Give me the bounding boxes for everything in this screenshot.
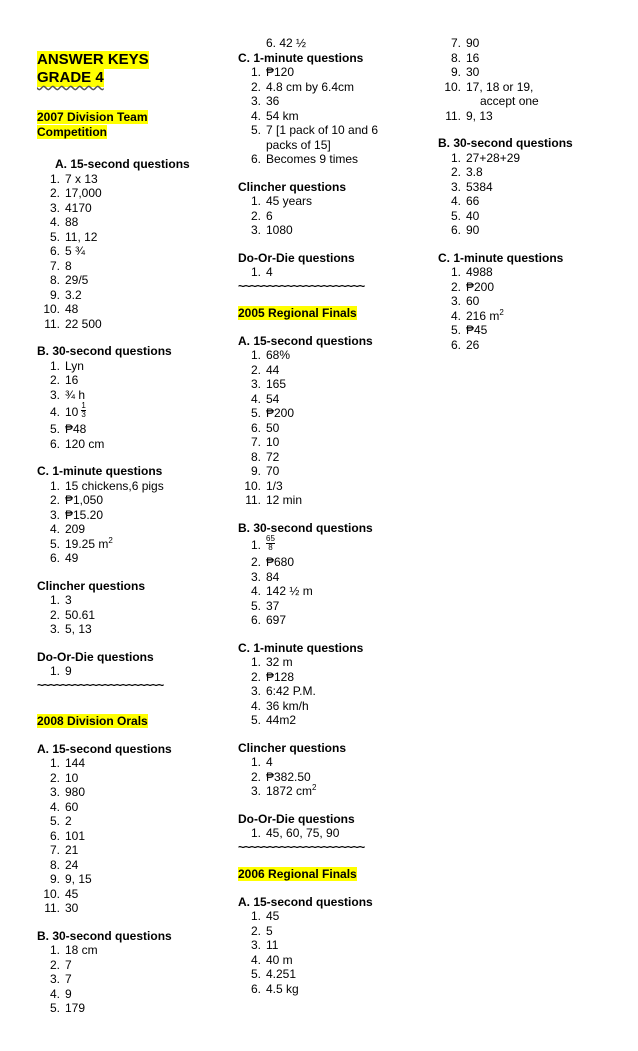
list-item: 1. $\frac{65}{8}$	[238, 535, 428, 555]
list-2007-clincher	[37, 593, 217, 637]
heading-c-1-minute: C. 1-minute questions	[438, 250, 564, 265]
list-item: 4. 66	[450, 194, 480, 208]
list-item: 1. 18 cm	[49, 943, 98, 957]
list-item: 1. 4988	[450, 265, 493, 279]
list-item: 11. 30	[44, 901, 79, 915]
list-item: 3. 11	[250, 938, 279, 952]
heading-a-15-second: A. 15-second questions	[238, 333, 373, 348]
list-item: 1. 4	[250, 755, 273, 769]
heading-do-or-die: Do-Or-Die questions	[238, 811, 355, 826]
list-item: 2. ₱680	[250, 555, 295, 569]
list-item: 3. 5, 13	[49, 622, 92, 636]
list-item: 3. 60	[450, 294, 480, 308]
list-item: 8. 24	[49, 857, 79, 872]
list-item: 7. 90	[450, 36, 480, 50]
list-item: 10. 1/3	[244, 478, 283, 493]
list-item: 4. 216 $m^2$	[450, 307, 504, 323]
section-2008-division-orals: 2008 Division Orals	[37, 713, 148, 728]
list-item: 1. 15 chickens,6 pigs	[49, 478, 164, 493]
heading-clincher: Clincher questions	[238, 179, 347, 194]
list-item: 2. ₱1,050	[49, 493, 104, 507]
list-item: 2. 17,000	[49, 186, 102, 200]
list-item: 11. 9, 13	[445, 108, 493, 123]
list-item: 11. 12 min	[245, 493, 303, 507]
list-item: 6. 120 cm	[49, 436, 105, 451]
heading-b-30-second: B. 30-second questions	[238, 520, 373, 535]
list-item: 5. ₱45	[450, 323, 488, 337]
list-item: accept one	[480, 94, 539, 108]
list-item: 9. 3.2	[49, 287, 82, 302]
list-item: 9. 9, 15	[49, 872, 92, 886]
list-item: 6. 4.5 kg	[250, 981, 299, 996]
list-item: 6. 5 ¾	[49, 244, 86, 258]
list-item: 3. 6:42 P.M.	[250, 684, 316, 698]
list-2007-c	[37, 479, 217, 566]
list-item: 2. 5	[250, 923, 273, 938]
list-item: 5. ₱48	[49, 422, 87, 436]
list-2007-a	[37, 172, 217, 332]
list-item: 1. 3	[49, 593, 72, 607]
list-item: 3. 1080	[250, 223, 293, 237]
divider: ~~~~~~~~~~~~~~~~~~~~~	[238, 278, 365, 293]
list-2007-c-cont	[238, 65, 428, 167]
list-item: packs of 15]	[266, 137, 331, 152]
heading-b-30-second: B. 30-second questions	[37, 344, 172, 358]
list-item: 1. 4	[250, 265, 273, 279]
list-item: 5. 7 [1 pack of 10 and 6	[250, 123, 379, 137]
list-item: 1. 27+28+29	[450, 150, 521, 165]
heading-do-or-die: Do-Or-Die questions	[37, 649, 154, 664]
list-item: 3. 4170	[49, 200, 92, 215]
list-item: 3. 980	[49, 785, 86, 799]
list-item: 3. 84	[250, 569, 280, 584]
list-item: 1. 9	[49, 664, 72, 678]
list-item: 2. ₱200	[450, 279, 495, 294]
heading-a-15-second: A. 15-second questions	[238, 894, 373, 909]
heading-b-30-second: B. 30-second questions	[438, 136, 573, 150]
heading-do-or-die: Do-Or-Die questions	[238, 250, 355, 265]
list-item: 6. 90	[450, 223, 480, 237]
list-item: 3. 165	[250, 377, 287, 391]
list-item: 4. 142 ½ m	[250, 584, 313, 598]
list-item: 11. 22 500	[44, 316, 102, 331]
list-item: 10. 48	[43, 302, 79, 316]
list-item: 3. 1872 $cm^2$	[250, 783, 317, 798]
section-2007-division-team: 2007 Division Team Competition	[37, 110, 148, 139]
list-item: 6. 49	[49, 551, 79, 565]
heading-a-15-second: A. 15-second questions	[55, 157, 190, 171]
list-item: 2. 4.8 cm by 6.4cm	[250, 79, 355, 94]
list-2005-b	[238, 535, 428, 628]
list-item: 4. 36 km/h	[250, 698, 309, 713]
list-2008-b	[37, 943, 217, 1016]
list-item: 5. 40	[450, 208, 480, 223]
list-item: 4. 40 m	[250, 952, 293, 967]
list-2008-a	[37, 756, 217, 916]
heading-c-1-minute: C. 1-minute questions	[238, 50, 364, 65]
list-item: 3. 7	[49, 972, 72, 986]
list-item: 2. 44	[250, 362, 280, 377]
list-item: 2. 7	[49, 957, 72, 972]
heading-c-1-minute: C. 1-minute questions	[37, 464, 163, 478]
fraction-65-8: $\frac{65}{8}$	[266, 534, 275, 552]
list-2006-a	[238, 909, 428, 996]
list-2007-b	[37, 359, 217, 452]
column-2	[238, 36, 428, 996]
list-item: 2. 3.8	[450, 165, 483, 179]
list-item: 5. 37	[250, 598, 280, 613]
list-item: 7. 21	[49, 843, 79, 857]
heading-a-15-second: A. 15-second questions	[37, 741, 172, 756]
list-item: 6. Becomes 9 times	[250, 152, 359, 166]
heading-clincher: Clincher questions	[37, 578, 146, 593]
list-item: 9. 30	[450, 65, 480, 79]
list-item: 5. 179	[49, 1001, 86, 1015]
list-item: 8. 72	[250, 449, 280, 464]
list-item: 5. 2	[49, 814, 72, 828]
list-item: 3. ₱15.20	[49, 507, 104, 522]
list-item: 8. 29/5	[49, 273, 89, 287]
section-2005-regional-finals: 2005 Regional Finals	[238, 305, 357, 320]
list-item: 3. ¾ h	[49, 387, 86, 402]
divider: ~~~~~~~~~~~~~~~~~~~~~	[37, 677, 164, 692]
list-item: 5. ₱200	[250, 406, 295, 420]
list-item: 2. 50.61	[49, 607, 96, 622]
list-item: 1. ₱120	[250, 65, 295, 79]
page-title: ANSWER KEYS GRADE 4	[37, 51, 149, 86]
list-item: 1. 45, 60, 75, 90	[250, 826, 340, 840]
list-item: 6. 697	[250, 613, 287, 627]
list-2006-b	[438, 151, 628, 238]
list-item: 4. 54 km	[250, 108, 299, 123]
heading-b-30-second: B. 30-second questions	[37, 928, 172, 943]
divider: ~~~~~~~~~~~~~~~~~~~~~	[238, 839, 365, 854]
list-2005-c	[238, 655, 428, 728]
list-item: 5. 44m2	[250, 713, 297, 727]
list-2005-a	[238, 348, 428, 508]
list-2006-a-cont	[438, 36, 628, 123]
list-item: 8. 16	[450, 50, 480, 65]
list-item: 4. 10 $\frac{1}{3}$	[37, 402, 217, 422]
list-item: 6. 50	[250, 420, 280, 435]
list-item: 1. 144	[49, 756, 86, 770]
section-2006-regional-finals: 2006 Regional Finals	[238, 866, 357, 881]
fraction-one-third: $\frac{1}{3}$	[81, 401, 86, 419]
list-item: 9. 70	[250, 464, 280, 478]
list-item: 1. Lyn	[49, 358, 84, 373]
list-item: 10. 45	[43, 886, 79, 901]
list-item: 10. 17, 18 or 19,	[444, 79, 534, 94]
list-item: 4. 60	[49, 799, 79, 814]
list-item: 2. 16	[49, 373, 79, 387]
list-item: 6. 101	[49, 828, 86, 843]
list-item: 2. ₱128	[250, 669, 295, 684]
list-item: 5. 19.25 $m^2$	[49, 535, 113, 551]
list-clincher	[238, 194, 428, 238]
list-item: 4. 54	[250, 391, 280, 406]
list-item: 4. 88	[49, 215, 79, 229]
list-item: 1. 68%	[250, 348, 291, 362]
list-item: 4. 209	[49, 522, 86, 536]
list-item: 1. 7 x 13	[49, 171, 98, 186]
list-item: 3. 5384	[450, 179, 493, 194]
column-1	[37, 36, 217, 1016]
column-3	[438, 36, 628, 352]
list-item: 4. 9	[49, 986, 72, 1001]
list-item: 5. 4.251	[250, 967, 297, 981]
heading-c-1-minute: C. 1-minute questions	[238, 640, 364, 655]
list-item: 7. 8	[49, 258, 72, 273]
list-item: 3. 36	[250, 94, 280, 108]
list-2006-c	[438, 265, 628, 352]
list-item: 7. 10	[250, 435, 280, 449]
list-2005-clincher	[238, 755, 428, 799]
list-item: 6. 26	[450, 337, 480, 352]
list-item: 5. 11, 12	[49, 229, 98, 244]
list-item: 1. 45 years	[250, 194, 313, 208]
list-item: 2. 10	[49, 770, 79, 785]
list-item: 2. ₱382.50	[250, 769, 311, 784]
heading-clincher: Clincher questions	[238, 740, 347, 755]
list-item: 1. 32 m	[250, 655, 293, 669]
list-item: 1. 45	[250, 909, 280, 923]
list-item: 2. 6	[250, 208, 273, 223]
list-item: 6. 42 ½	[266, 36, 307, 50]
